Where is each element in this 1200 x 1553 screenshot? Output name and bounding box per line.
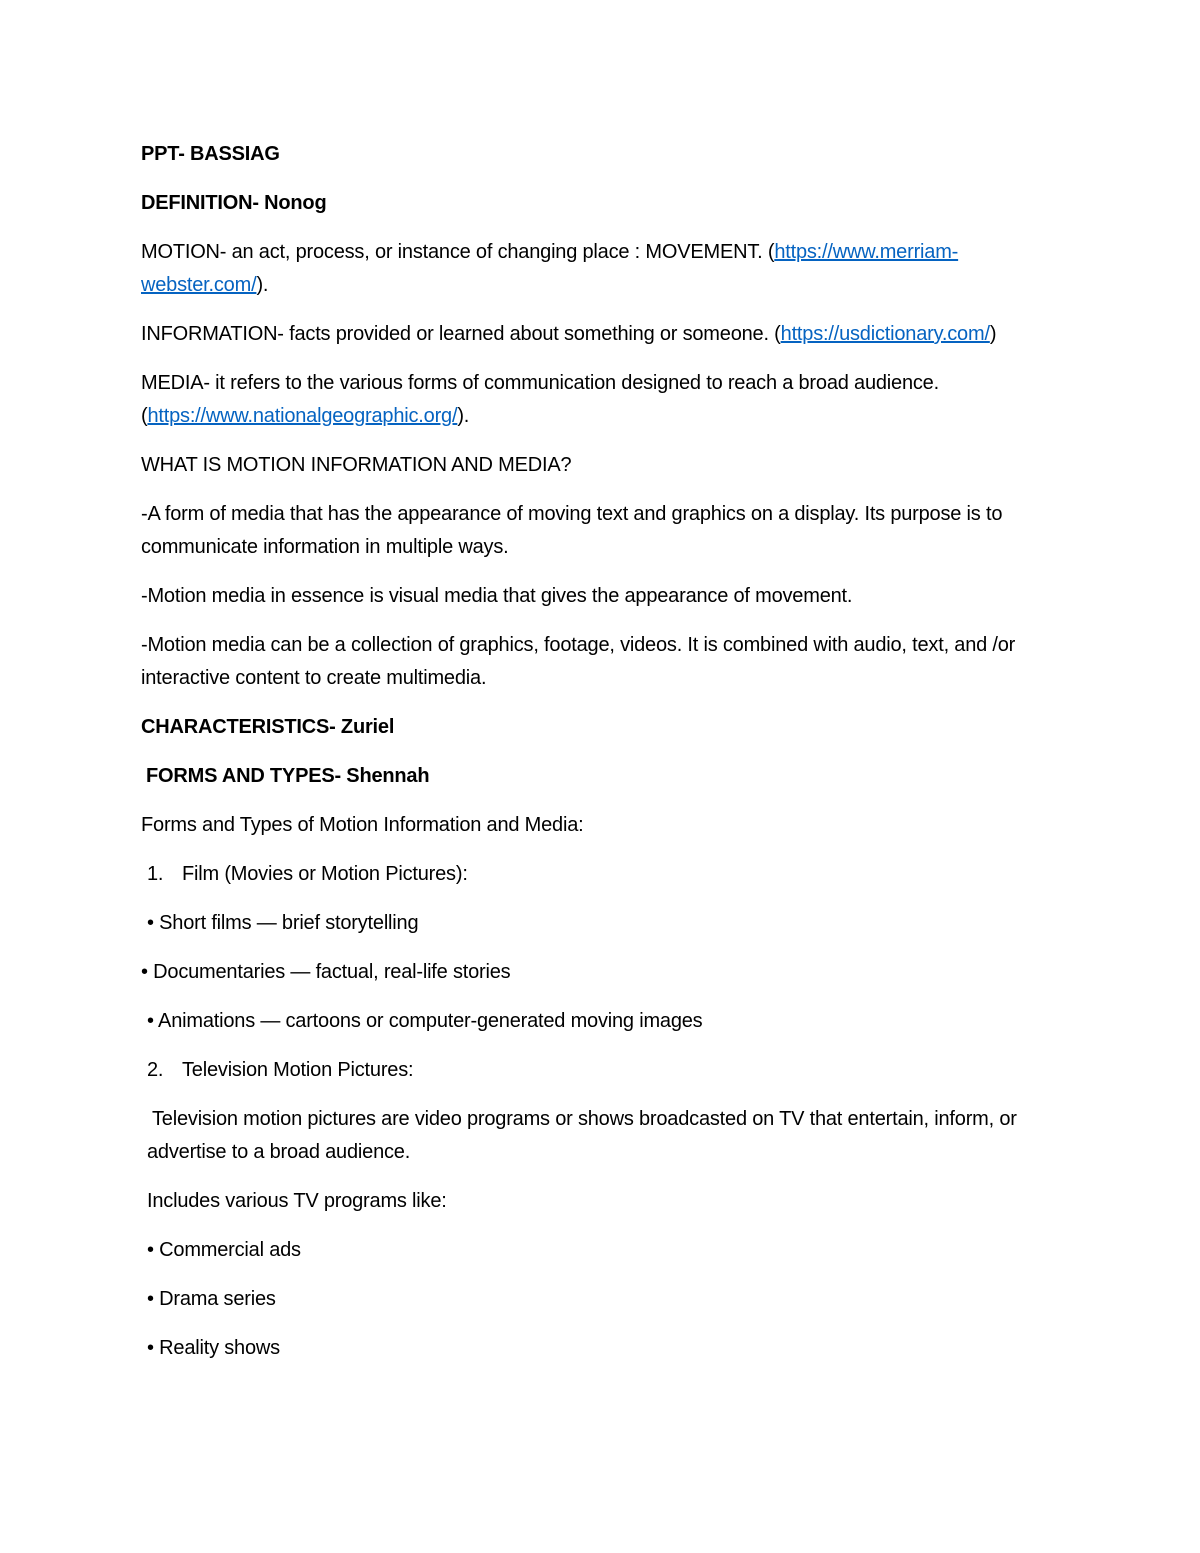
definition-heading: DEFINITION- Nonog: [141, 192, 327, 214]
bullet-item: • Short films — brief storytelling: [147, 912, 419, 934]
answer-paragraph: -A form of media that has the appearance of moving text and graphics on a display. Its purpose is to communicate information in multiple ways.: [141, 503, 1003, 558]
motion-definition-end: ).: [256, 274, 269, 296]
list-item-film: [141, 858, 1056, 891]
media-definition-end: ).: [457, 405, 470, 427]
tv-includes: Includes various TV programs like:: [147, 1190, 447, 1212]
bullet-item: • Commercial ads: [147, 1239, 301, 1261]
list-number: 2.: [147, 1059, 164, 1081]
forms-heading: FORMS AND TYPES- Shennah: [146, 765, 430, 787]
answer-paragraph: -Motion media in essence is visual media that gives the appearance of movement.: [141, 585, 853, 607]
question-heading: WHAT IS MOTION INFORMATION AND MEDIA?: [141, 454, 572, 476]
motion-definition: [141, 236, 1056, 302]
bullet-item: • Animations — cartoons or computer-generated moving images: [147, 1010, 703, 1032]
bullet-item: • Drama series: [147, 1288, 276, 1310]
media-definition: [141, 367, 1056, 433]
usdictionary-link[interactable]: https://usdictionary.com/: [780, 323, 990, 345]
list-item-label: Television Motion Pictures:: [182, 1059, 414, 1081]
media-definition-text: MEDIA- it refers to the various forms of communication designed to reach a broad audience. (: [141, 372, 939, 427]
merriam-webster-link[interactable]: https://www.merriam-webster.com/: [141, 241, 959, 296]
answer-paragraph: -Motion media can be a collection of graphics, footage, videos. It is combined with audio, text, and /or interactive content to create multimedia.: [141, 634, 1016, 689]
information-definition-end: ): [989, 323, 997, 345]
document-body: [141, 138, 1056, 1381]
title-line: PPT- BASSIAG: [141, 143, 280, 165]
list-item-television: [141, 1054, 1056, 1087]
list-item-label: Film (Movies or Motion Pictures):: [182, 863, 468, 885]
tv-description: Television motion pictures are video programs or shows broadcasted on TV that entertain, inform, or advertise to a broad audience.: [147, 1108, 1017, 1163]
list-number: 1.: [147, 863, 164, 885]
characteristics-heading: CHARACTERISTICS- Zuriel: [141, 716, 395, 738]
information-definition: [141, 318, 1056, 351]
bullet-item: • Reality shows: [147, 1337, 280, 1359]
nationalgeographic-link[interactable]: https://www.nationalgeographic.org/: [147, 405, 458, 427]
motion-definition-text: MOTION- an act, process, or instance of changing place : MOVEMENT. (: [141, 241, 775, 263]
information-definition-text: INFORMATION- facts provided or learned about something or someone. (: [141, 323, 781, 345]
bullet-item: • Documentaries — factual, real-life stories: [141, 961, 511, 983]
forms-intro: Forms and Types of Motion Information and Media:: [141, 814, 584, 836]
